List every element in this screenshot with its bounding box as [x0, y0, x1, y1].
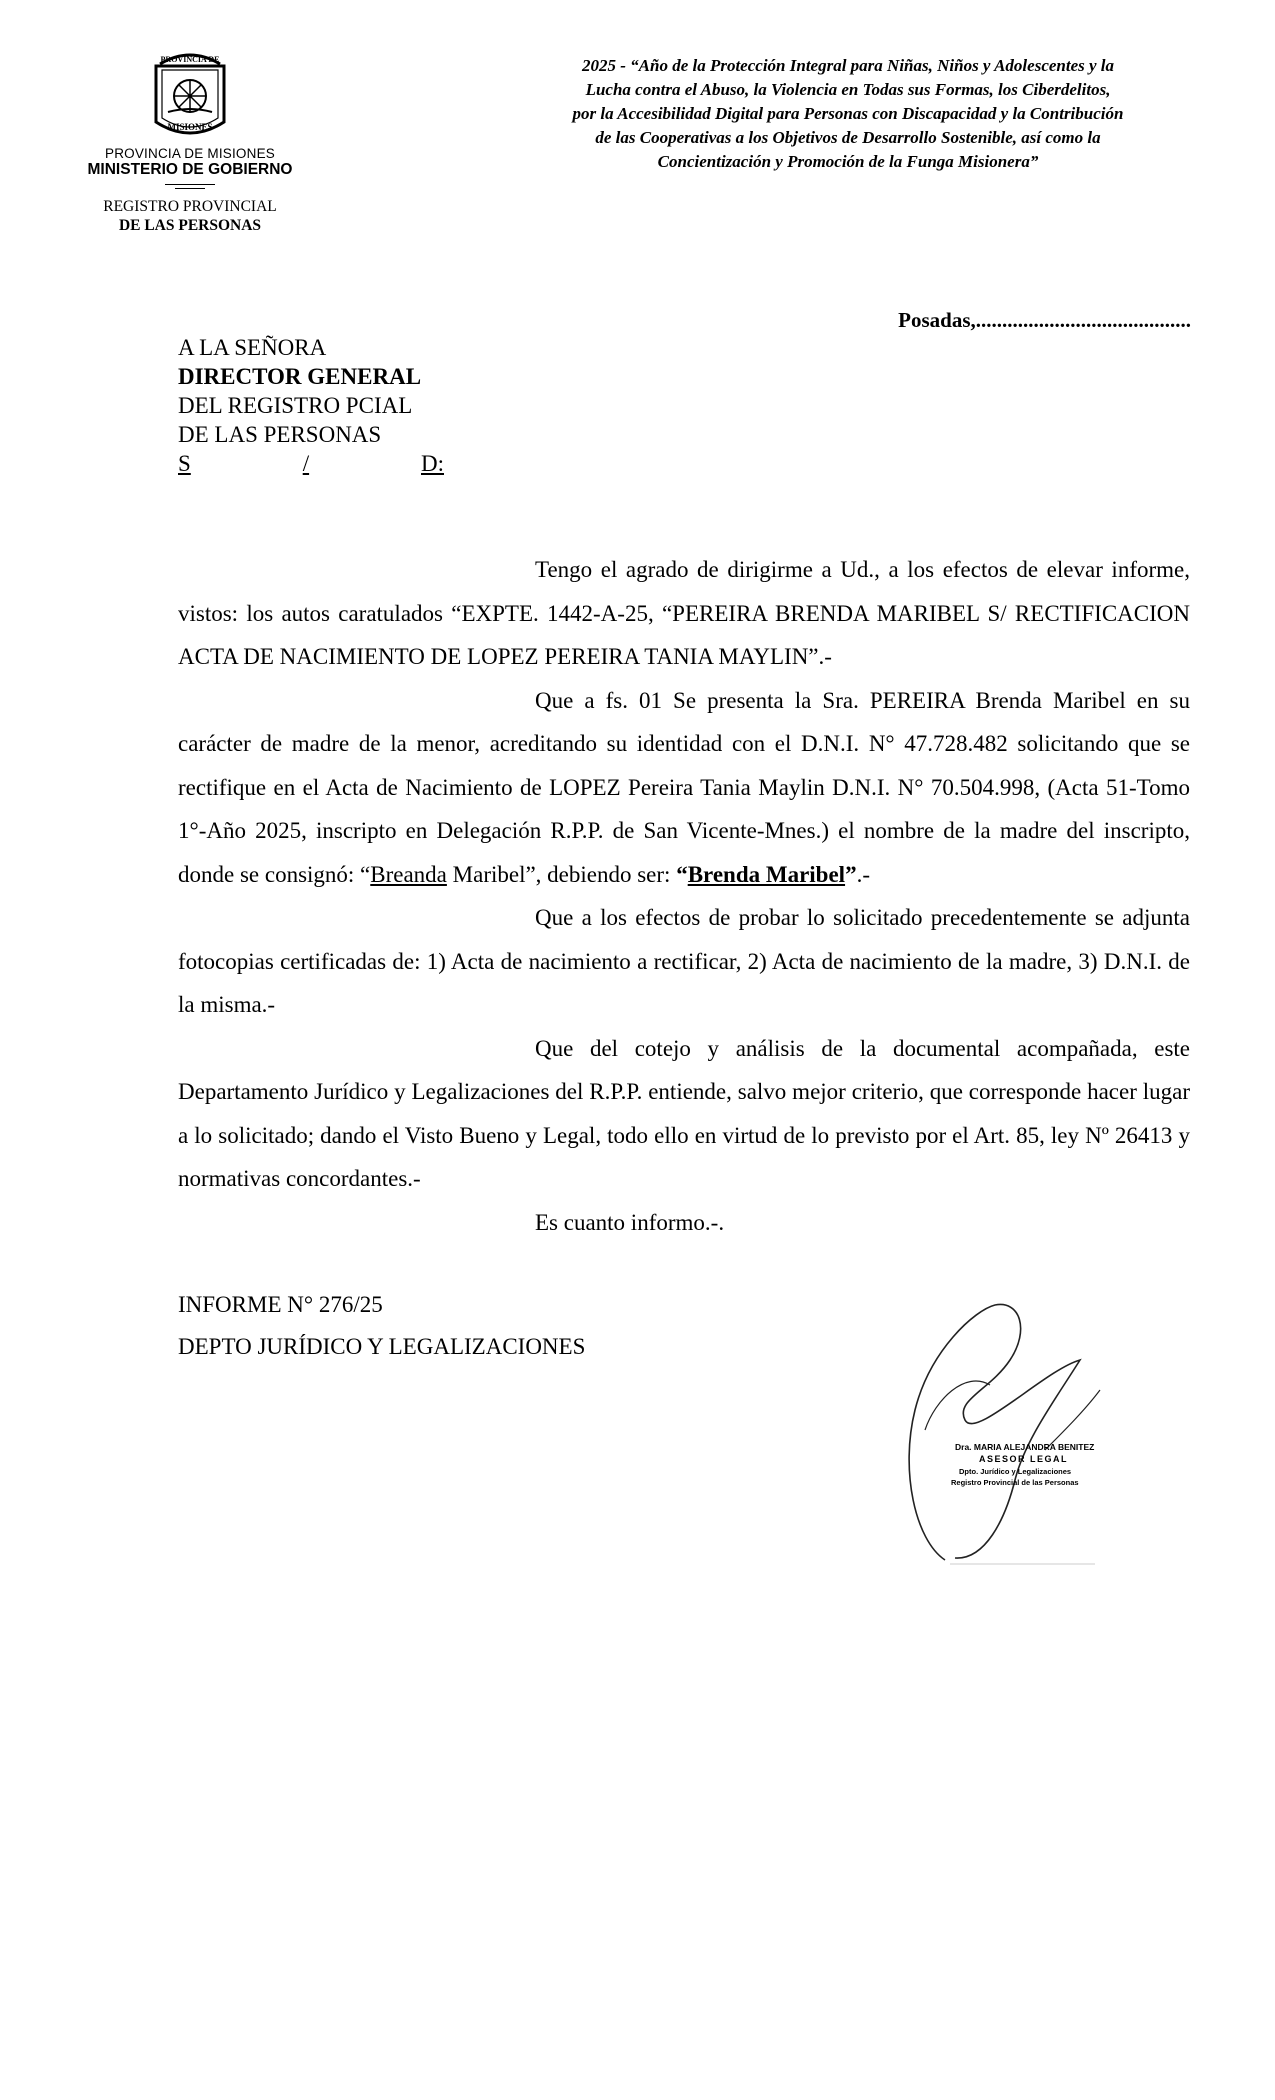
paragraph-text: Maribel”, debiendo ser:: [446, 861, 677, 887]
svg-text:Registro Provincial de las Per: Registro Provincial de las Personas: [951, 1478, 1079, 1487]
place-date: Posadas,.........................................: [898, 308, 1191, 332]
salutation-sd: [178, 449, 444, 478]
department-name: DEPTO JURÍDICO Y LEGALIZACIONES: [178, 1334, 586, 1359]
recipient-line: A LA SEÑORA: [178, 335, 327, 360]
registry-name: DE LAS PERSONAS: [118, 217, 262, 234]
svg-text:PROVINCIA DE: PROVINCIA DE: [160, 55, 220, 64]
svg-text:MISIONES: MISIONES: [167, 122, 213, 132]
paragraph: [178, 679, 1190, 897]
registry-name: REGISTRO PROVINCIAL: [103, 198, 277, 215]
recipient-line: DE LAS PERSONAS: [178, 422, 382, 447]
recipient-block: [178, 333, 444, 478]
motto-line: Lucha contra el Abuso, la Violencia en Todas sus Formas, los Ciberdelitos,: [585, 80, 1111, 99]
svg-text:ASESOR LEGAL: ASESOR LEGAL: [979, 1454, 1069, 1464]
recipient-title: DIRECTOR GENERAL: [178, 364, 422, 389]
provincial-seal-icon: [146, 48, 234, 140]
svg-text:Dra. MARIA ALEJANDRA BENITEZ: Dra. MARIA ALEJANDRA BENITEZ: [955, 1442, 1095, 1452]
paragraph: Que del cotejo y análisis de la documental acompañada, este Departamento Jurídico y Legalizaciones del R.P.P. entiende, salvo mejor criterio, que corresponde hacer lugar a lo solicitado; dando el Visto Bueno y Legal, todo ello en virtud de lo previsto por el Art. 85, ley Nº 26413 y normativas concordantes.-: [178, 1035, 1190, 1191]
sd-slash: /: [302, 451, 310, 476]
paragraph: Tengo el agrado de dirigirme a Ud., a los efectos de elevar informe, vistos: los autos caratulados “EXPTE. 1442-A-25, “PEREIRA BRENDA MARIBEL S/ RECTIFICACION ACTA DE NACIMIENTO DE LOPEZ PEREIRA TANIA MAYLIN”.-: [178, 557, 1190, 669]
divider: [175, 188, 205, 189]
sd-d: D:: [421, 451, 444, 476]
recipient-line: DEL REGISTRO PCIAL: [178, 393, 413, 418]
letterhead: [70, 48, 310, 235]
motto-line: Concientización y Promoción de la Funga Misionera”: [657, 152, 1039, 171]
letter-body: [178, 548, 1190, 1244]
quote-open: “: [676, 861, 688, 887]
paragraph: Que a los efectos de probar lo solicitado precedentemente se adjunta fotocopias certificadas de: 1) Acta de nacimiento a rectificar, 2) Acta de nacimiento de la madre, 3) D.N.I. de la misma.-: [178, 905, 1190, 1017]
paragraph: Es cuanto informo.-.: [535, 1209, 725, 1235]
quote-close: ”: [845, 861, 857, 887]
report-number: INFORME N° 276/25: [178, 1292, 383, 1317]
sd-s: S: [178, 451, 191, 476]
svg-text:Dpto. Jurídico y Legalizacione: Dpto. Jurídico y Legalizaciones: [959, 1467, 1072, 1476]
closing-block: [178, 1284, 585, 1368]
paragraph-text: .-: [856, 861, 870, 887]
divider: [165, 184, 215, 185]
correct-name: Brenda Maribel: [687, 861, 846, 887]
paragraph-text: Que a fs. 01 Se presenta la Sra. PEREIRA Brenda Maribel en su carácter de madre de la menor, acreditando su identidad con el D.N.I. N° 47.728.482 solicitando que se rectifique en el Acta de Nacimiento de LOPEZ Pereira Tania Maylin D.N.I. N° 70.504.998, (Acta 51-Tomo 1°-Año 2025, inscripto en Delegación R.P.P. de San Vicente-Mnes.) el nombre de la madre del inscripto, donde se consignó: “: [178, 687, 1190, 887]
ministry-name: MINISTERIO DE GOBIERNO: [87, 161, 293, 178]
motto-line: por la Accesibilidad Digital para Personas con Discapacidad y la Contribución: [572, 104, 1124, 123]
incorrect-name: Breanda: [370, 861, 447, 887]
annual-motto: [480, 54, 1216, 174]
motto-line: 2025 - “Año de la Protección Integral para Niñas, Niños y Adolescentes y la: [581, 56, 1115, 75]
motto-line: de las Cooperativas a los Objetivos de Desarrollo Sostenible, así como la: [595, 128, 1101, 147]
province-name: PROVINCIA DE MISIONES: [105, 146, 275, 161]
signature-stamp: [895, 1290, 1115, 1570]
